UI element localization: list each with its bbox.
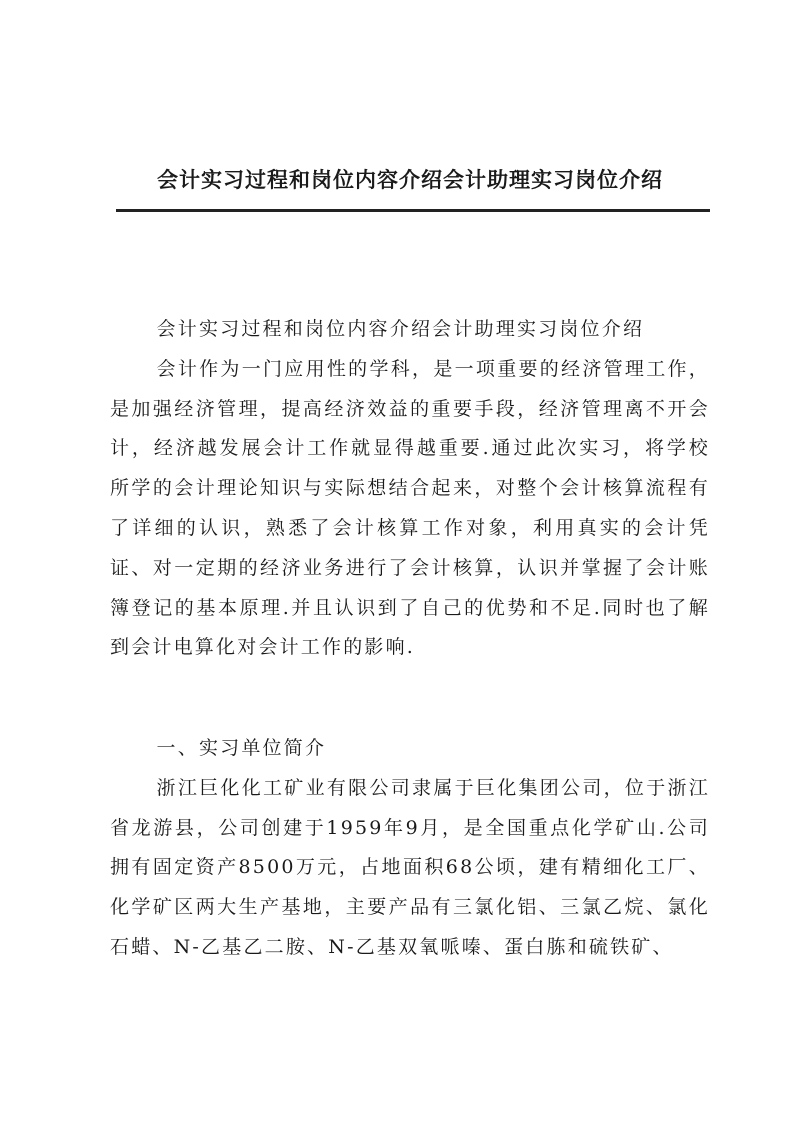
section-heading: 一、实习单位简介: [156, 737, 327, 759]
title-divider: [116, 209, 710, 212]
intro-section: [110, 310, 710, 668]
company-intro-section: [110, 729, 710, 968]
intro-paragraph: 会计作为一门应用性的学科，是一项重要的经济管理工作，是加强经济管理，提高经济效益的重要手段，经济管理离不开会计，经济越发展会计工作就显得越重要.通过此次实习，将学校所学的会计理论知识与实际想结合起来，对整个会计核算流程有了详细的认识，熟悉了会计核算工作对象，利用真实的会计凭证、对一定期的经济业务进行了会计核算，认识并掌握了会计账簿登记的基本原理.并且认识到了自己的优势和不足.同时也了解到会计电算化对会计工作的影响.: [110, 357, 710, 659]
document-title: 会计实习过程和岗位内容介绍会计助理实习岗位介绍: [157, 168, 663, 192]
section-paragraph: 浙江巨化化工矿业有限公司隶属于巨化集团公司，位于浙江省龙游县，公司创建于1959年9月，是全国重点化学矿山.公司拥有固定资产8500万元，占地面积68公顷，建有精细化工厂、化学矿区两大生产基地，主要产品有三氯化铝、三氯乙烷、氯化石蜡、N-乙基乙二胺、N-乙基双氧哌嗪、蛋白胨和硫铁矿、: [110, 776, 710, 958]
intro-subtitle: 会计实习过程和岗位内容介绍会计助理实习岗位介绍: [156, 318, 645, 340]
